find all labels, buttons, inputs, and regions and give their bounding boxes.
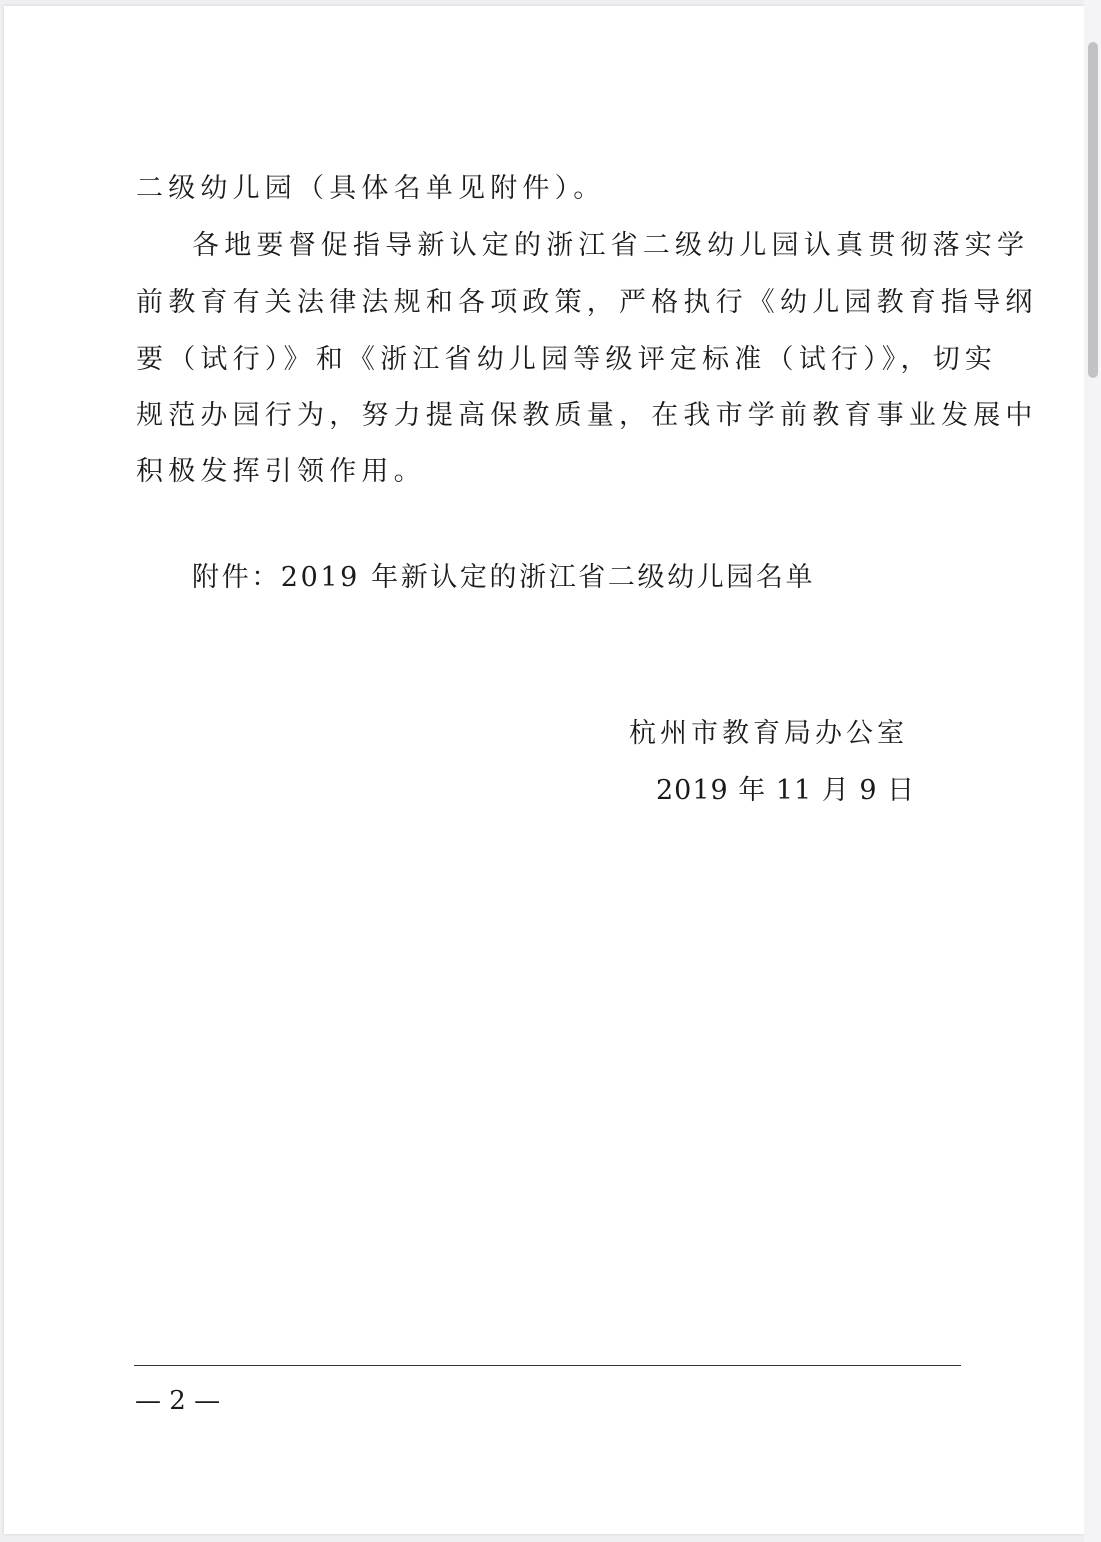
signature-date: 2019 年 11 月 9 日: [656, 775, 916, 806]
signature-organization: 杭州市教育局办公室: [629, 718, 908, 749]
body-line-4: 要（试行）》和《浙江省幼儿园等级评定标准（试行）》，切实: [136, 344, 998, 375]
body-line-1: 二级幼儿园（具体名单见附件）。: [136, 173, 606, 204]
body-line-2: 各地要督促指导新认定的浙江省二级幼儿园认真贯彻落实学: [192, 230, 1030, 261]
vertical-scrollbar[interactable]: [1084, 0, 1101, 1542]
attachment-line: 附件：2019 年新认定的浙江省二级幼儿园名单: [192, 562, 816, 593]
body-line-3: 前教育有关法律法规和各项政策，严格执行《幼儿园教育指导纲: [136, 287, 1038, 318]
body-line-5: 规范办园行为，努力提高保教质量，在我市学前教育事业发展中: [136, 400, 1038, 431]
page-number: — 2 —: [135, 1386, 221, 1416]
body-line-6: 积极发挥引领作用。: [136, 456, 426, 487]
footer-divider: [134, 1365, 961, 1366]
scrollbar-thumb[interactable]: [1088, 42, 1098, 378]
